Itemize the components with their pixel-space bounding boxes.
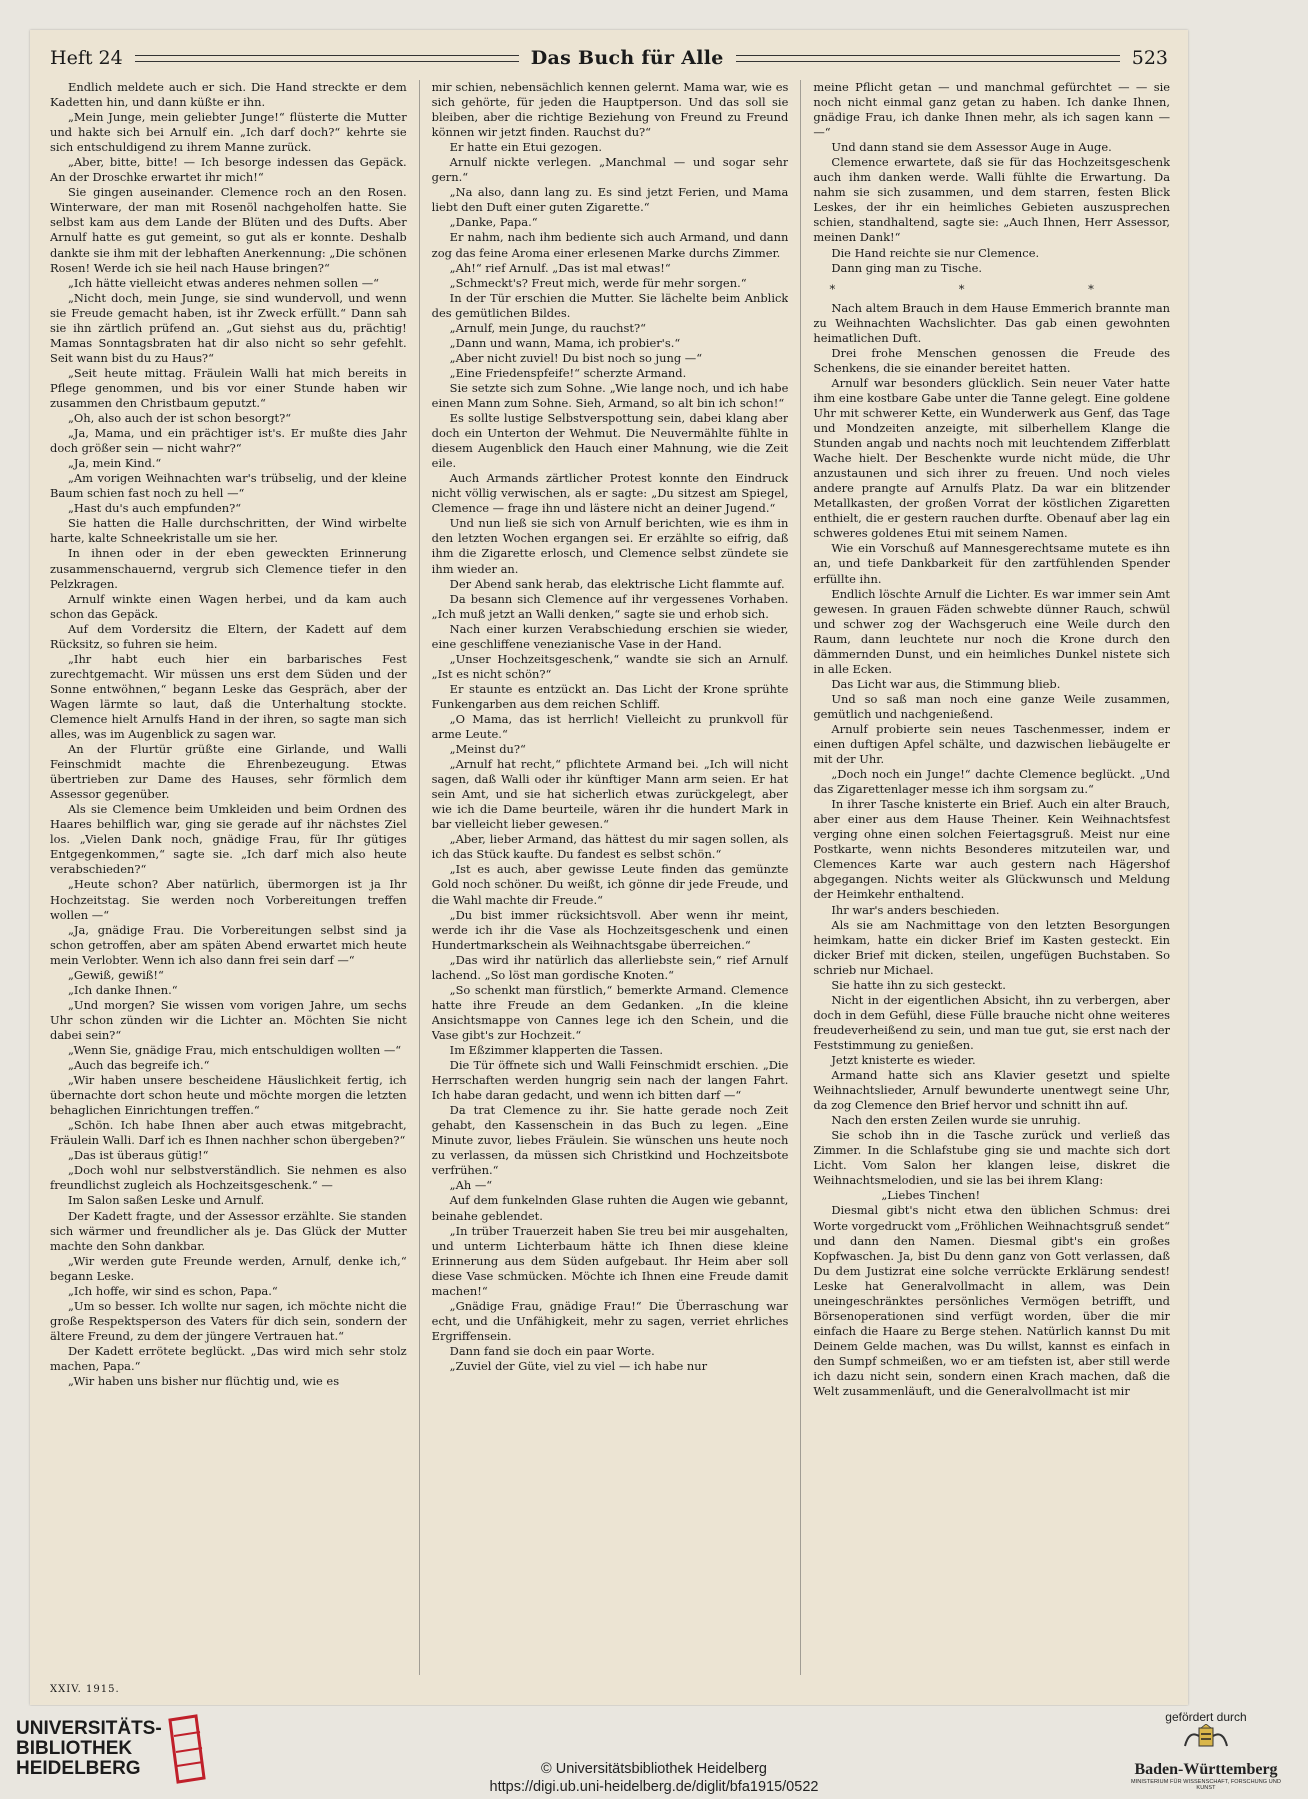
paragraph: „O Mama, das ist herrlich! Vielleicht zu prunkvoll für arme Leute.“ — [431, 711, 789, 742]
paragraph: Diesmal gibt's nicht etwa den üblichen Schmus: drei Worte vorgedruckt vom „Fröhlichen Weihnachtsgruß sendet“ und dann den Namen. Diesmal gibt's ein großes Kopfwaschen. Ja, bist Du denn ganz von Gott verlassen, daß Du dem Justizrat eine solche verrückte Erklärung sendest! Leske hat Generalvollmacht in allem, was Dein uneingeschränktes persönliches Vermögen betrifft, und Börsenoperationen sind verfügt worden, über die mir einfach die Haare zu Berge stehen. Natürlich kannst Du mit Deinem Gelde machen, was Du willst, kannst es einfach in den Sumpf schmeißen, wo er am tiefsten ist, aber still werde ich dazu nicht sein, sondern einen Krach machen, daß die Welt zusammenläuft, und die Generalvollmacht ist mir — [813, 1203, 1171, 1399]
paragraph: Und dann stand sie dem Assessor Auge in Auge. — [831, 140, 1112, 155]
paragraph: Er staunte es entzückt an. Das Licht der Krone sprühte Funkengarben aus dem reichen Schliff. — [431, 681, 789, 711]
paragraph: Da besann sich Clemence auf ihr vergessenes Vorhaben. „Ich muß jetzt an Walli denken,“ sagte sie und erhob sich. — [431, 591, 789, 621]
permalink[interactable]: https://digi.ub.uni-heidelberg.de/diglit/bfa1915/0522 — [489, 1779, 819, 1795]
paragraph: „Aber, bitte, bitte! — Ich besorge indessen das Gepäck. An der Droschke erwartet ihr mich!“ — [50, 155, 407, 185]
paragraph: Armand hatte sich ans Klavier gesetzt und spielte Weihnachtslieder, Arnulf bewunderte unentwegt seine Uhr, da zog Clemence den Brief hervor und schnitt ihn auf. — [813, 1068, 1171, 1113]
copyright-text: © Universitätsbibliothek Heidelberg — [541, 1761, 767, 1777]
paragraph: Arnulf nickte verlegen. „Manchmal — und sogar sehr gern.“ — [431, 155, 789, 185]
paragraph: „Ja, gnädige Frau. Die Vorbereitungen selbst sind ja schon getroffen, aber am späten Abend erwartet mich heute mein Verlobter. Wenn ich also dann frei sein darf —“ — [50, 922, 407, 967]
paragraph: „Arnulf hat recht,“ pflichtete Armand bei. „Ich will nicht sagen, daß Walli oder ihr künftiger Mann arm seien. Er hat sein Amt, und sie hat sicherlich etwas zurückgelegt, aber wie ich die Dame beurteile, wären ihr die hundert Mark in bar vielleicht lieber gewesen.“ — [431, 757, 789, 832]
column-divider — [800, 80, 801, 1675]
paragraph: „Dann und wann, Mama, ich probier's.“ — [449, 335, 681, 350]
paragraph: „Wir haben uns bisher nur flüchtig und, wie es — [68, 1374, 340, 1389]
funded-by-label: gefördert durch — [1165, 1710, 1247, 1724]
paragraph: „Zuviel der Güte, viel zu viel — ich habe nur — [449, 1358, 708, 1373]
paragraph: „So schenkt man fürstlich,“ bemerkte Armand. Clemence hatte ihre Freude an dem Gedanken. „In die kleine Ansichtsmappe von Cannes lege ich den Schein, und die Vase gibt's zur Hochzeit.“ — [431, 982, 789, 1042]
paragraph: Im Salon saßen Leske und Arnulf. — [68, 1193, 265, 1208]
paragraph: Dann fand sie doch ein paar Worte. — [449, 1343, 655, 1358]
issue-mark: XXIV. 1915. — [50, 1684, 120, 1695]
paragraph: „Aber nicht zuviel! Du bist noch so jung —“ — [449, 350, 703, 365]
paragraph: „Wir werden gute Freunde werden, Arnulf, denke ich,“ begann Leske. — [50, 1253, 407, 1283]
paragraph: Drei frohe Menschen genossen die Freude des Schenkens, die sie einander bereitet hatten. — [813, 345, 1171, 375]
paragraph: „Doch noch ein Junge!“ dachte Clemence beglückt. „Und das Zigarettenlager messe ich ihm sorgsam zu.“ — [813, 767, 1171, 797]
magazine-title: Das Buch für Alle — [530, 47, 724, 69]
paragraph: „Eine Friedenspfeife!“ scherzte Armand. — [449, 365, 687, 380]
paragraph: Endlich löschte Arnulf die Lichter. Es war immer sein Amt gewesen. In grauen Fäden schwebte dünner Rauch, schwül und schwer zog der Wachsgeruch eine Weile durch den Raum, dann leuchtete nur noch die Krone durch den dämmernden Dunst, und ein heimliches Dunkel nistete sich in alle Ecken. — [813, 586, 1171, 676]
paragraph: „Ich hoffe, wir sind es schon, Papa.“ — [68, 1283, 278, 1298]
paragraph: Die Hand reichte sie nur Clemence. — [831, 245, 1040, 260]
paragraph: „Ihr habt euch hier ein barbarisches Fest zurechtgemacht. Wir müssen uns erst dem Süden und der Sonne entwöhnen,“ begann Leske das Gespräch, aber der Wagen lärmte so laut, daß die Unterhaltung stockte. Clemence hielt Arnulfs Hand in der ihren, so sagte man sich alles, was im Augenblick zu sagen war. — [50, 651, 407, 742]
text-column-2 — [432, 80, 789, 1675]
paragraph: „Ja, mein Kind.“ — [68, 456, 162, 471]
paragraph: Ihr war's anders beschieden. — [831, 902, 1000, 917]
paragraph: Und nun ließ sie sich von Arnulf berichten, wie es ihm in den letzten Wochen ergangen sei. Er erzählte so eifrig, daß ihm die Zigarette erlosch, und Clemence selbst zündete sie ihm wieder an. — [431, 516, 789, 576]
paragraph: „Das ist überaus gütig!“ — [68, 1148, 209, 1163]
paragraph: Die Tür öffnete sich und Walli Feinschmidt erschien. „Die Herrschaften werden hungrig sein nach der langen Fahrt. Ich habe daran gedacht, und wenn ich bitten darf —“ — [431, 1058, 789, 1103]
paragraph: „Meinst du?“ — [449, 742, 526, 757]
paragraph: Im Eßzimmer klapperten die Tassen. — [449, 1043, 664, 1057]
paragraph: „Aber, lieber Armand, das hättest du mir sagen sollen, als ich das Stück kaufte. Du fandest es selbst schön.“ — [431, 832, 789, 862]
paragraph: „Hast du's auch empfunden?“ — [68, 501, 242, 516]
paragraph: Der Kadett errötete beglückt. „Das wird mich sehr stolz machen, Papa.“ — [50, 1343, 407, 1373]
paragraph: „Doch wohl nur selbstverständlich. Sie nehmen es also freundlichst zugleich als Hochzeitsgeschenk.“ — — [50, 1163, 407, 1193]
text-column-1 — [50, 80, 407, 1675]
paragraph: „Seit heute mittag. Fräulein Walli hat mich bereits in Pflege genommen, und bis vor einer Stunde haben wir zusammen den Christbaum geputzt.“ — [50, 365, 407, 410]
paragraph: meine Pflicht getan — und manchmal gefürchtet — — sie noch nicht einmal ganz getan zu haben. Ich danke Ihnen, gnädige Frau, ich danke Ihnen mehr, als ich sagen kann — —“ — [813, 80, 1171, 140]
paragraph: Der Abend sank herab, das elektrische Licht flammte auf. — [449, 576, 785, 591]
paragraph: „Und morgen? Sie wissen vom vorigen Jahre, um sechs Uhr schon zünden wir die Lichter an. Möchten Sie nicht dabei sein?“ — [50, 997, 407, 1042]
paragraph: Auf dem funkelnden Glase ruhten die Augen wie gebannt, beinahe geblendet. — [431, 1193, 789, 1223]
paragraph: Arnulf probierte sein neues Taschenmesser, indem er einen duftigen Apfel schälte, und dazwischen liebäugelte er mit der Uhr. — [813, 721, 1171, 767]
paragraph: Sie hatte ihn zu sich gesteckt. — [831, 977, 1006, 992]
paragraph: Nach den ersten Zeilen wurde sie unruhig. — [831, 1113, 1081, 1128]
header-rule-left — [135, 55, 519, 62]
paragraph: mir schien, nebensächlich kennen gelernt. Mama war, wie es sich gehörte, für jeden die Hauptperson. Und das soll sie bleiben, aber die richtige Beziehung von Freund zu Freund können wir jetzt finden. Rauchst du?“ — [431, 80, 789, 140]
paragraph: Wie ein Vorschuß auf Mannesgerechtsame mutete es ihn an, und tiefe Dankbarkeit für den zartfühlenden Spender erfüllte ihn. — [813, 541, 1171, 586]
paragraph: Nach einer kurzen Verabschiedung erschien sie wieder, eine geschliffene venezianische Vase in der Hand. — [431, 621, 789, 651]
paragraph: Sie gingen auseinander. Clemence roch an den Rosen. Winterware, der man mit Rosenöl nachgeholfen hatte. Sie selbst kam aus dem Lande der Blüten und des Dufts. Aber Arnulf hatte es gut gemeint, so gut als er konnte. Deshalb dankte sie ihm mit der lebhaften Anerkennung: „Die schönen Rosen! Werde ich sie heil nach Hause bringen?“ — [50, 185, 407, 275]
paragraph: „Gewiß, gewiß!“ — [68, 967, 164, 982]
paragraph: „Am vorigen Weihnachten war's trübselig, und der kleine Baum schien fast noch zu hell —“ — [50, 471, 407, 501]
issue-number: Heft 24 — [50, 47, 123, 69]
paragraph: „Ich danke Ihnen.“ — [68, 982, 178, 997]
paragraph: Nicht in der eigentlichen Absicht, ihn zu verbergen, aber doch in dem Gefühl, diese Fülle brauche nicht ohne weiteres freudeverheißend zu sein, und man tue gut, sie erst nach der Feststimmung zu genießen. — [813, 992, 1171, 1052]
paragraph: Jetzt knisterte es wieder. — [831, 1053, 976, 1067]
paragraph: „Heute schon? Aber natürlich, übermorgen ist ja Ihr Hochzeitstag. Sie werden noch Vorbereitungen treffen wollen —“ — [50, 877, 407, 922]
paragraph: Als sie Clemence beim Umkleiden und beim Ordnen des Haares behilflich war, ging sie gerade auf ihr nächstes Ziel los. „Vielen Dank noch, gnädige Frau, für Ihr gütiges Entgegenkommen,“ sagte sie. „Ich darf mich also heute verabschieden?“ — [50, 802, 407, 877]
paragraph: An der Flurtür grüßte eine Girlande, und Walli Feinschmidt machte die Ehrenbezeugung. Etwas übertrieben zur Dame des Hauses, sehr förmlich dem Assessor gegenüber. — [50, 742, 407, 802]
copyright-block — [0, 1760, 1308, 1796]
paragraph: „Das wird ihr natürlich das allerliebste sein,“ rief Arnulf lachend. „So löst man gordische Knoten.“ — [431, 952, 789, 982]
library-name: UNIVERSITÄTS- BIBLIOTHEK HEIDELBERG — [16, 1718, 162, 1779]
page-number: 523 — [1131, 47, 1169, 69]
paragraph: „Danke, Papa.“ — [449, 215, 538, 230]
paragraph: „Schön. Ich habe Ihnen aber auch etwas mitgebracht, Fräulein Walli. Darf ich es Ihnen nachher schon übergeben?“ — [50, 1118, 407, 1148]
paragraph: „Ja, Mama, und ein prächtiger ist's. Er mußte dies Jahr doch größer sein — nicht wahr?“ — [50, 426, 407, 456]
paragraph: „Um so besser. Ich wollte nur sagen, ich möchte nicht die große Respektsperson des Vaters für dich sein, sondern der ältere Freund, zu dem der jüngere Vertrauen hat.“ — [50, 1298, 407, 1343]
paragraph: Endlich meldete auch er sich. Die Hand streckte er dem Kadetten hin, und dann küßte er ihn. — [50, 80, 407, 110]
coat-of-arms-icon — [1179, 1724, 1233, 1754]
paragraph: Sie setzte sich zum Sohne. „Wie lange noch, und ich habe einen Mann zum Sohne. Sieh, Armand, so alt bin ich schon!“ — [431, 380, 789, 410]
paragraph: „Unser Hochzeitsgeschenk,“ wandte sie sich an Arnulf. „Ist es nicht schön?“ — [431, 651, 789, 681]
paragraph: Clemence erwartete, daß sie für das Hochzeitsgeschenk auch ihm danken werde. Walli fühlte die Erwartung. Da nahm sie sich zusammen, und dem starren, festen Blick Leskes, der ihr ein heimliches Gebieten auszusprechen schien, standhaltend, sagte sie: „Auch Ihnen, Herr Assessor, meinen Dank!“ — [813, 155, 1171, 245]
paragraph: „Mein Junge, mein geliebter Junge!“ flüsterte die Mutter und hakte sich bei Arnulf ein. „Ich darf doch?“ kehrte sie sich entschuldigend zu ihrem Manne zurück. — [50, 110, 407, 155]
paragraph: „Schmeckt's? Freut mich, werde für mehr sorgen.“ — [449, 275, 747, 290]
paragraph: In der Tür erschien die Mutter. Sie lächelte beim Anblick des gemütlichen Bildes. — [431, 290, 789, 320]
paragraph: In ihnen oder in der eben geweckten Erinnerung zusammenschauernd, vergrub sich Clemence tiefer in den Pelzkragen. — [50, 546, 407, 591]
paragraph: „Wenn Sie, gnädige Frau, mich entschuldigen wollten —“ — [68, 1043, 402, 1057]
paragraph: Das Licht war aus, die Stimmung blieb. — [831, 676, 1061, 691]
paragraph: Er nahm, nach ihm bediente sich auch Armand, und dann zog das feine Aroma einer erlesenen Marke durchs Zimmer. — [431, 230, 789, 260]
viewer-footer — [0, 1706, 1308, 1799]
paragraph: Er hatte ein Etui gezogen. — [449, 140, 603, 155]
paragraph: Es sollte lustige Selbstverspottung sein, dabei klang aber doch ein Unterton der Wehmut. Die Neuvermählte fühlte in diesem Augenblick den Hauch einer Mahnung, wie die Zeit eile. — [431, 411, 789, 471]
paragraph: Auch Armands zärtlicher Protest konnte den Eindruck nicht völlig verwischen, als er sagte: „Du sitzest am Spiegel, Clemence — frage ihn und lästere nicht an deiner Jugend.“ — [431, 471, 789, 516]
sponsor-block[interactable] — [1126, 1710, 1286, 1791]
paragraph: „Ah!“ rief Arnulf. „Das ist mal etwas!“ — [449, 260, 671, 275]
paragraph: „Auch das begreife ich.“ — [68, 1058, 210, 1073]
paragraph: Dann ging man zu Tische. — [831, 260, 983, 275]
text-column-3 — [813, 80, 1170, 1675]
paragraph: „In trüber Trauerzeit haben Sie treu bei mir ausgehalten, und unterm Lichterbaum hätte ich Ihnen diese kleine Erinnerung aus dem Süden aufgebaut. Ihr Heim aber soll diese Vase schmücken. Möchte ich Ihnen eine Freude damit machen!“ — [431, 1223, 789, 1298]
paragraph: „Na also, dann lang zu. Es sind jetzt Ferien, und Mama liebt den Duft einer guten Zigarette.“ — [431, 185, 789, 215]
paragraph: „Arnulf, mein Junge, du rauchst?“ — [449, 320, 646, 335]
paragraph: „Ah —“ — [449, 1178, 493, 1193]
paragraph: Arnulf war besonders glücklich. Sein neuer Vater hatte ihm eine kostbare Gabe unter die Tanne gelegt. Eine goldene Uhr mit schwerer Kette, ein Wunderwerk aus Genf, das Tage und Mondzeiten anzeigte, mit silberhellem Klange die Stunden angab und nachts noch mit leuchtendem Zifferblatt Wache hielt. Der Beschenkte wurde nicht müde, die Uhr anzustaunen und sich ihrer zu freuen. Und noch vieles andere prangte auf Arnulfs Platz. Da war ein blitzender Metallkasten, der großen Vorrat der köstlichen Zigaretten enthielt, die er gestern rauchen durfte. Obenauf aber lag ein schweres goldenes Etui mit seinem Namen. — [813, 375, 1171, 541]
paragraph: Da trat Clemence zu ihr. Sie hatte gerade noch Zeit gehabt, den Kassenschein in das Buch zu legen. „Eine Minute zuvor, liebes Fräulein. Sie wünschen uns heute noch zu verlassen, da müssen sich Christkind und Hochzeitsbote verfrühen.“ — [431, 1103, 789, 1178]
paragraph: Auf dem Vordersitz die Eltern, der Kadett auf dem Rücksitz, so fuhren sie heim. — [50, 621, 407, 651]
column-divider — [419, 80, 420, 1675]
paragraph: Arnulf winkte einen Wagen herbei, und da kam auch schon das Gepäck. — [50, 591, 407, 621]
ministry-name: MINISTERIUM FÜR WISSENSCHAFT, FORSCHUNG UND KUNST — [1130, 1779, 1282, 1791]
header-rule-right — [736, 55, 1120, 62]
paragraph: Als sie am Nachmittage von den letzten Besorgungen heimkam, hatte ein dicker Brief im Kasten gesteckt. Ein dicker Brief mit dicken, steilen, ungefügen Buchstaben. So schrieb nur Michael. — [813, 917, 1171, 977]
paragraph: „Nicht doch, mein Junge, sie sind wundervoll, und wenn sie Freude gemacht haben, ist ihr Zweck erfüllt.“ Dann sah sie ihn zärtlich prüfend an. „Gut siehst aus du, prächtig! Mamas Sonntagsbraten hat dir also nicht so sehr gefehlt. Seit wann bist du zu Haus?“ — [50, 290, 407, 365]
paragraph: „Ist es auch, aber gewisse Leute finden das gemünzte Gold noch schöner. Du weißt, ich gönne dir jede Freude, und die Wahl machte dir Freude.“ — [431, 862, 789, 907]
paragraph: Nach altem Brauch in dem Hause Emmerich brannte man zu Weihnachten Wachslichter. Das gab einen gewohnten heimatlichen Duft. — [813, 300, 1171, 345]
paragraph: „Oh, also auch der ist schon besorgt?“ — [68, 411, 292, 426]
page-header — [50, 44, 1168, 72]
paragraph: „Du bist immer rücksichtsvoll. Aber wenn ihr meint, werde ich ihr die Vase als Hochzeitsgeschenk und einen Hundertmarkschein als Weihnachtsgabe überreichen.“ — [431, 907, 789, 952]
text-columns — [50, 80, 1170, 1675]
paragraph: „Ich hätte vielleicht etwas anderes nehmen sollen —“ — [68, 275, 380, 290]
scanned-page — [30, 30, 1188, 1705]
paragraph: In ihrer Tasche knisterte ein Brief. Auch ein alter Brauch, aber einer aus dem Hause Theiner. Kein Weihnachtsfest verging ohne einen solchen Feiertagsgruß. Meist nur eine Postkarte, wenn nichts Besonderes mitzuteilen war, und Clemences Karte war auch gestern nach Hägershof abgegangen. Nichts weiter als Glückwunsch und Meldung der Heimkehr enthaltend. — [813, 797, 1171, 902]
paragraph: Und so saß man noch eine ganze Weile zusammen, gemütlich und nachgenießend. — [813, 691, 1171, 721]
paragraph: „Gnädige Frau, gnädige Frau!“ Die Überraschung war echt, und die Unfähigkeit, mehr zu sagen, verriet ehrliches Ergriffensein. — [431, 1298, 789, 1343]
paragraph: Sie hatten die Halle durchschritten, der Wind wirbelte harte, kalte Schneekristalle um sie her. — [50, 516, 407, 546]
sponsor-name: Baden-Württemberg — [1134, 1761, 1278, 1778]
paragraph: Der Kadett fragte, und der Assessor erzählte. Sie standen sich wärmer und freundlicher als je. Das Glück der Mutter machte den Sohn dankbar. — [50, 1208, 407, 1253]
paragraph: * * * — [829, 281, 1154, 296]
paragraph: „Liebes Tinchen! — [881, 1188, 981, 1203]
paragraph: „Wir haben unsere bescheidene Häuslichkeit fertig, ich übernachte dort schon heute und möchte morgen die letzten behaglichen Einrichtungen treffen.“ — [50, 1073, 407, 1118]
paragraph: Sie schob ihn in die Tasche zurück und verließ das Zimmer. In die Schlafstube ging sie und machte sich dort Licht. Vom Salon her klangen leise, diskret die Weihnachtsmelodien, und sie las bei ihrem Klang: — [813, 1128, 1171, 1188]
